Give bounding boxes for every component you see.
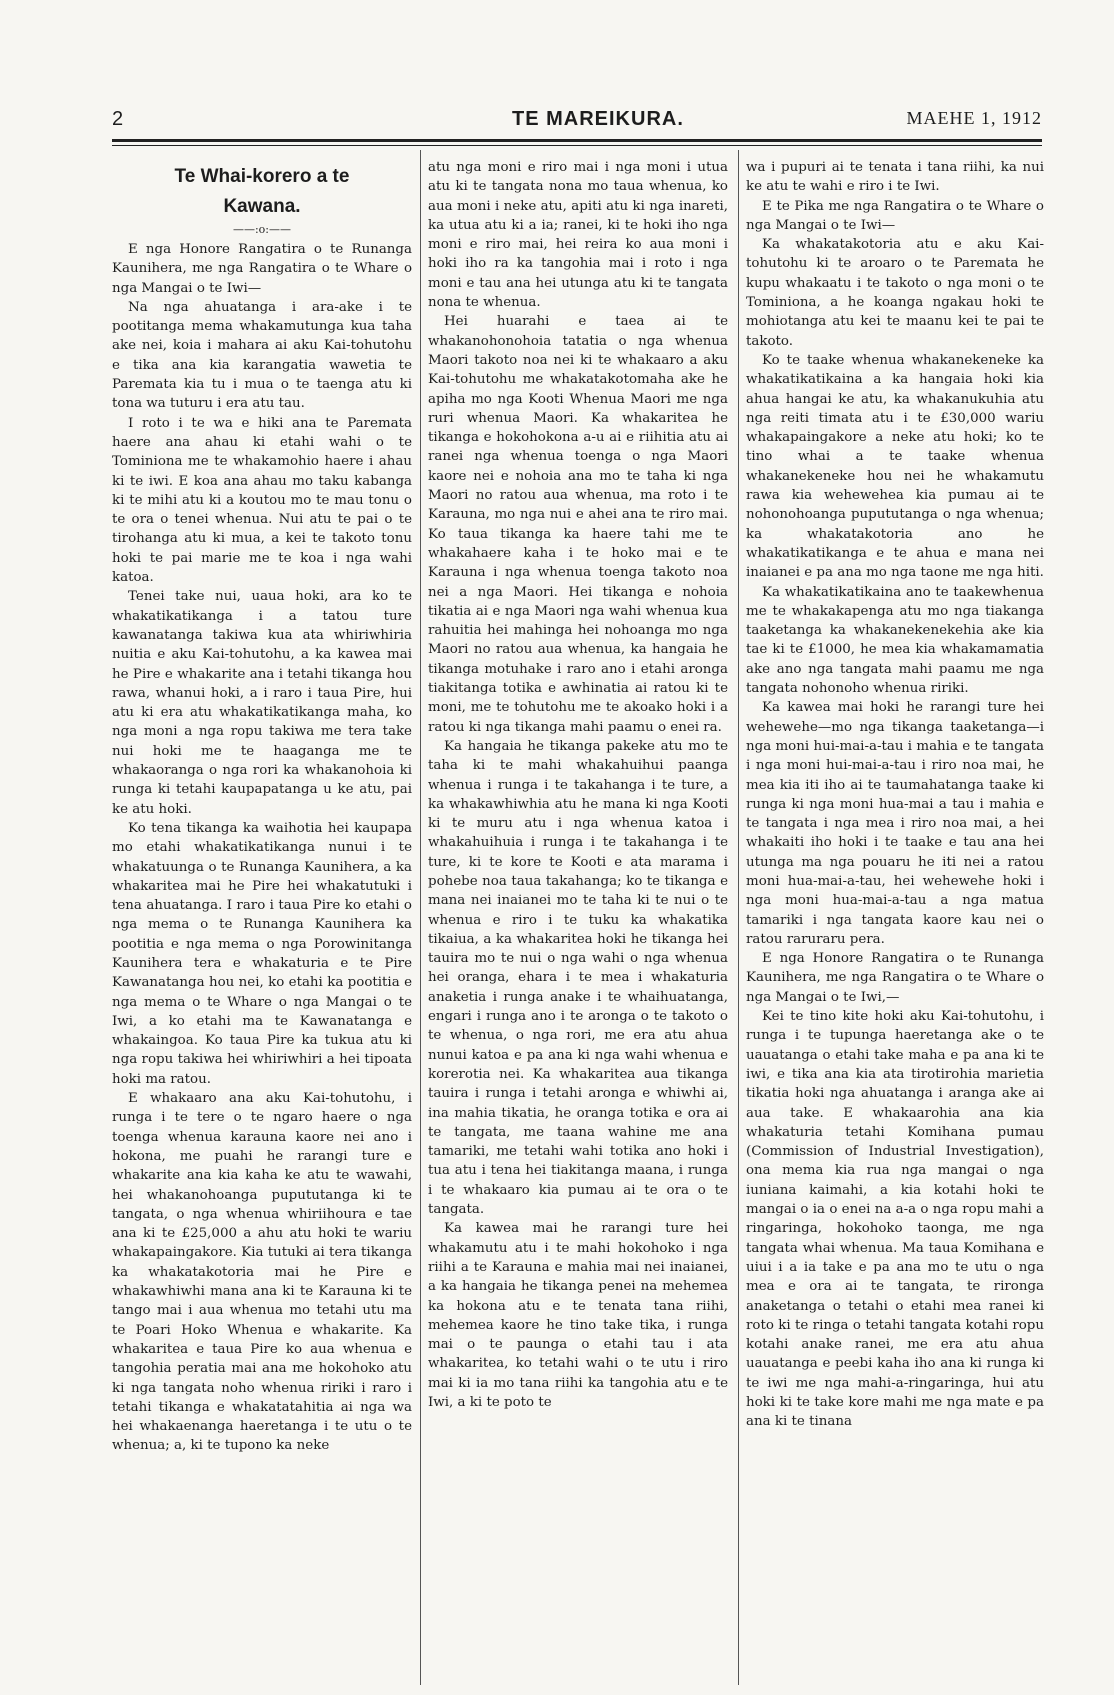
paragraph: atu nga moni e riro mai i nga moni i utua atu ki te tangata nona mo taua whenua, ko aua moni i neke atu, apiti atu ki nga inareti, ka utua atu ki a ia; ranei, ki te hoki iho nga moni e riro mai, hei reira ko aua moni i hoki iho ra ka tangohia mai i roto i nga moni e tau ana hei utunga atu ki te tangata nona te whenua.: [428, 160, 728, 311]
paragraph: E nga Honore Rangatira o te Runanga Kaunihera, me nga Rangatira o te Whare o nga Mangai o te Iwi—: [112, 242, 412, 296]
text-column-1: [112, 158, 412, 1683]
paragraph: Ka whakatikatikaina ano te taakewhenua me te whakakapenga atu mo nga tiakanga taaketanga ka whakanekenekehia ake kia tae ki te £1000, he mea kia whakamamatia ake ano nga tangata mahi paamu me nga tangata nohonoho whenua ririki.: [746, 584, 1044, 697]
paragraph: I roto i te wa e hiki ana te Paremata haere ana ahau ki etahi wahi o te Tominiona me te whakamohio haere i ahau ki te iwi. E koa ana ahau mo taku kabanga ki te mihi atu ki a koutou mo te mau tonu o te ora o tenei whenua. Nui atu te pai o te tirohanga atu ki mua, a kei te takoto tonu hoki te pai marie me te koa i nga wahi katoa.: [112, 415, 412, 586]
paragraph: Ka kawea mai he rarangi ture hei whakamutu atu i te mahi hokohoko i nga riihi a te Karauna e mahia mai nei inaianei, a ka hangaia he tikanga penei na mehemea ka hokona atu e te tenata tana riihi, mehemea kaore he tino take tika, i runga mai o te paunga o etahi tau i ata whakaritea, ko tetahi wahi o te utu i riro mai ki ia mo tana riihi ka tangohia atu e te Iwi, a ki te poto te: [428, 1221, 728, 1410]
column-divider: [420, 150, 421, 1685]
header-rule-thick: [112, 139, 1042, 142]
paragraph: wa i pupuri ai te tenata i tana riihi, ka nui ke atu te wahi e riro i te Iwi.: [746, 160, 1044, 195]
paragraph: Kei te tino kite hoki aku Kai-tohutohu, i runga i te tupunga haeretanga ake o te uauatanga o etahi take maha e pa ana ki te iwi, e tika ana kia ata tirotirohia marietia tikatia hoki nga ahuatanga i aranga ake ai aua take. E whakaarohia ana kia whakaturia tetahi Komihana pumau (Commission of Industrial Investigation), ona mema kia rua nga mangai o nga iuniana kaimahi, a kia kotahi hoki te mangai o ia o enei na a-a o nga ropu mahi a ringaringa, hokohoko taonga, me nga tangata whai whenua. Ma taua Komihana e uiui i a ia take e pa ana mo te utu o nga mea e ora ai te tangata, te rironga anaketanga o tetahi o etahi mea ranei ki roto ki te ringa o tetahi tangata kotahi ropu kotahi anake ranei, me era atu ahua uauatanga e peebi kaha iho ana ki runga ki te iwi me nga mahi-a-ringaringa, hui atu hoki ki te take kore mahi me nga mate e pa ana ki te tinana: [746, 1009, 1044, 1430]
paragraph: Ko te taake whenua whakanekeneke ka whakatikatikaina a ka hangaia hoki kia ahua hangai ke atu, ka whakanukuhia atu nga reiti timata atu i te £30,000 wariu whakapaingakore a neke atu hoki; ko te tino whai a te taake whenua whakanekeneke hou nei he whakamutu rawa kia wehewehea kia pumau ai te nohonohoanga pupututanga o nga whenua; ka whakatakotoria ano he whakatikatikanga e te ahua e mana nei inaianei e pa ana mo nga taone me nga hiti.: [746, 352, 1044, 581]
paragraph: Tenei take nui, uaua hoki, ara ko te whakatikatikanga i a tatou ture kawanatanga takiwa kua ata whiriwhiria nuitia e aku Kai-tohutohu, a ka kawea mai he Pire e whakarite ana i tetahi tikanga hou rawa, whanui hoki, a i raro i taua Pire, hui atu ki era atu whakatikatikanga maha, ko nga moni a nga ropu takiwa me tera take nui hoki me te haaganga me te whakaoranga o nga rori ka whakanohoia ki runga ki tetahi kaupapatanga u ke atu, pai ke atu hoki.: [112, 589, 412, 817]
publication-title: TE MAREIKURA.: [512, 108, 684, 130]
paragraph: Hei huarahi e taea ai te whakanohonohoia tatatia o nga whenua Maori takoto noa nei ki te whakaaro a aku Kai-tohutohu me whakatakotomaha ake he apiha mo nga Kooti Whenua Maori me nga ruri whenua Maori. Ka whakaritea he tikanga e hokohokona a-u ai e riihitia atu ai ranei nga whenua toenga o nga Maori kaore nei e nohoia ana mo te taha ki nga Maori no ratou aua whenua, ma roto i te Karauna, mo nga nui e ahei ana te riro mai. Ko taua tikanga ka haere tahi me te whakahaere kaha i te hoko mai e te Karauna i nga whenua toenga takoto noa nei a nga Maori. Hei tikanga e nohoia tikatia ai e nga Maori nga wahi whenua kua rahuitia hei mahinga hei nohoanga mo nga Maori no ratou aua whenua, ka hangaia he tikanga motuhake i raro ano i etahi aronga tiakitanga totika e awhinatia ai ratou ki te moni, me te tohutohu me te akoako hoki i a ratou ki nga tikanga mahi paamu o enei ra.: [428, 314, 728, 735]
paragraph: E whakaaro ana aku Kai-tohutohu, i runga i te tere o te ngaro haere o nga toenga whenua karauna kaore nei ano i hokona, me puahi he rarangi ture e whakarite ana kia kaha ke atu te wawahi, hei whakanohoanga pupututanga ki te tangata, o nga whenua whiriihoura e tae ana ki te £25,000 a ahu atu hoki te wariu whakapaingakore. Kia tutuki ai tera tikanga ka whakatakotoria mai he Pire e whakawhiwhi mana ana ki te Karauna ki te tango mai i aua whenua mo tetahi utu ma te Poari Hoko Whenua e whakarite. Ka whakaritea e taua Pire ko aua whenua e tangohia peratia mai ana me hokohoko atu ki nga tangata noho whenua ririki i raro i tetahi tikanga e whakatatahitia ai nga wa hei whakaenanga haeretanga i te utu o te whenua; a, ki te tupono ka neke: [112, 1091, 412, 1454]
article-title-line1: Te Whai-korero a te: [174, 166, 350, 187]
article-title-line2: Kawana.: [223, 196, 301, 217]
page-number: 2: [112, 108, 124, 130]
paragraph: Ka hangaia he tikanga pakeke atu mo te taha ki te mahi whakahuihui paanga whenua i runga i te takahanga i te ture, a ka whakawhiwhia atu he mana ki nga Kooti ki te muru atu i nga whenua katoa i whakahuihuia i runga i te takahanga i te ture, ki te kore te Kooti e ata marama i pohebe noa taua takahanga; ko te tikanga e mana nei inaianei mo te taha ki te nui o te whenua e riro i te tuku ka whakatika tikaiua, a ka whakaritea hoki he tikanga hei tauira mo te nui o nga wahi o nga whenua hei oranga, ehara i te mea i whakaturia anaketia i runga anake i te whaihuatanga, engari i runga ano i te aronga o te takoto o te whenua, o nga rori, me era atu ahua nunui katoa e pa ana ki nga wahi whenua e korerotia nei. Ka whakaritea aua tikanga tauira i runga i tetahi aronga e whiwhi ai, ina mahia tikatia, he oranga totika e ora ai te tangata, me taana wahine me ana tamariki, me tetahi wahi totika ano hoki i tua atu i tena hei tiakitanga maana, i runga i te whakaaro kia pumau ai te ora o te tangata.: [428, 738, 728, 1218]
article-title: [112, 162, 412, 222]
title-separator: ——:o:——: [232, 223, 292, 236]
paragraph: E nga Honore Rangatira o te Runanga Kaunihera, me nga Rangatira o te Whare o nga Mangai o te Iwi,—: [746, 951, 1044, 1005]
page-header: [112, 108, 1042, 136]
paragraph: E te Pika me nga Rangatira o te Whare o nga Mangai o te Iwi—: [746, 198, 1044, 233]
paragraph: Ko tena tikanga ka waihotia hei kaupapa mo etahi whakatikatikanga nunui i te whakatuunga o te Runanga Kaunihera, a ka whakaritea mai he Pire hei whakatutuki i tena ahuatanga. I raro i taua Pire ko etahi o nga mema o te Runanga Kaunihera ka pootitia e nga mema o nga Porowinitanga Kaunihera tera e whakaturia e te Pire Kawanatanga hou nei, ko etahi ka pootitia e nga mema o te Whare o nga Mangai o te Iwi, a ko etahi ma te Kawanatanga e whakaingoa. Ko taua Pire ka tukua atu ki nga ropu takiwa hei whiriwhiri a hei tipoata hoki ma ratou.: [112, 820, 412, 1087]
issue-date: MAEHE 1, 1912: [906, 108, 1042, 128]
paragraph: Ka kawea mai hoki he rarangi ture hei wehewehe—mo nga tikanga taaketanga—i nga moni hui-mai-a-tau i mahia e te tangata i nga moni hui-mai-a-tau i riro noa mai, he mea kia iti iho ai te taumahatanga taake ki runga ki nga moni hua-mai a tau i mahia e te tangata i nga mea i riro noa mai, a hei whakaiti iho hoki i te taake e tau ana hei utunga ma nga pouaru he iti nei a ratou moni hua-mai-a-tau, hei wehewehe hoki i nga moni hua-mai-a-tau a nga matua tamariki i nga tangata kaore kau nei o ratou raruraru pera.: [746, 700, 1044, 947]
text-column-2: [428, 158, 728, 1683]
text-column-3: [746, 158, 1044, 1683]
paragraph: Na nga ahuatanga i ara-ake i te pootitanga mema whakamutunga kua taha ake nei, koia i mahara ai aku Kai-tohutohu e tika ana kia karangatia wawetia te Paremata kia tu i mua o te taenga atu ki tona wa tuturu i era atu tau.: [112, 299, 412, 412]
paragraph: Ka whakatakotoria atu e aku Kai-tohutohu ki te aroaro o te Paremata he kupu whakaatu i te takoto o nga moni o te Tominiona, a he koanga ngakau hoki te mohiotanga atu kei te maanu kei te pai te takoto.: [746, 237, 1044, 349]
column-divider: [738, 150, 739, 1685]
header-rule-thin: [112, 145, 1042, 146]
